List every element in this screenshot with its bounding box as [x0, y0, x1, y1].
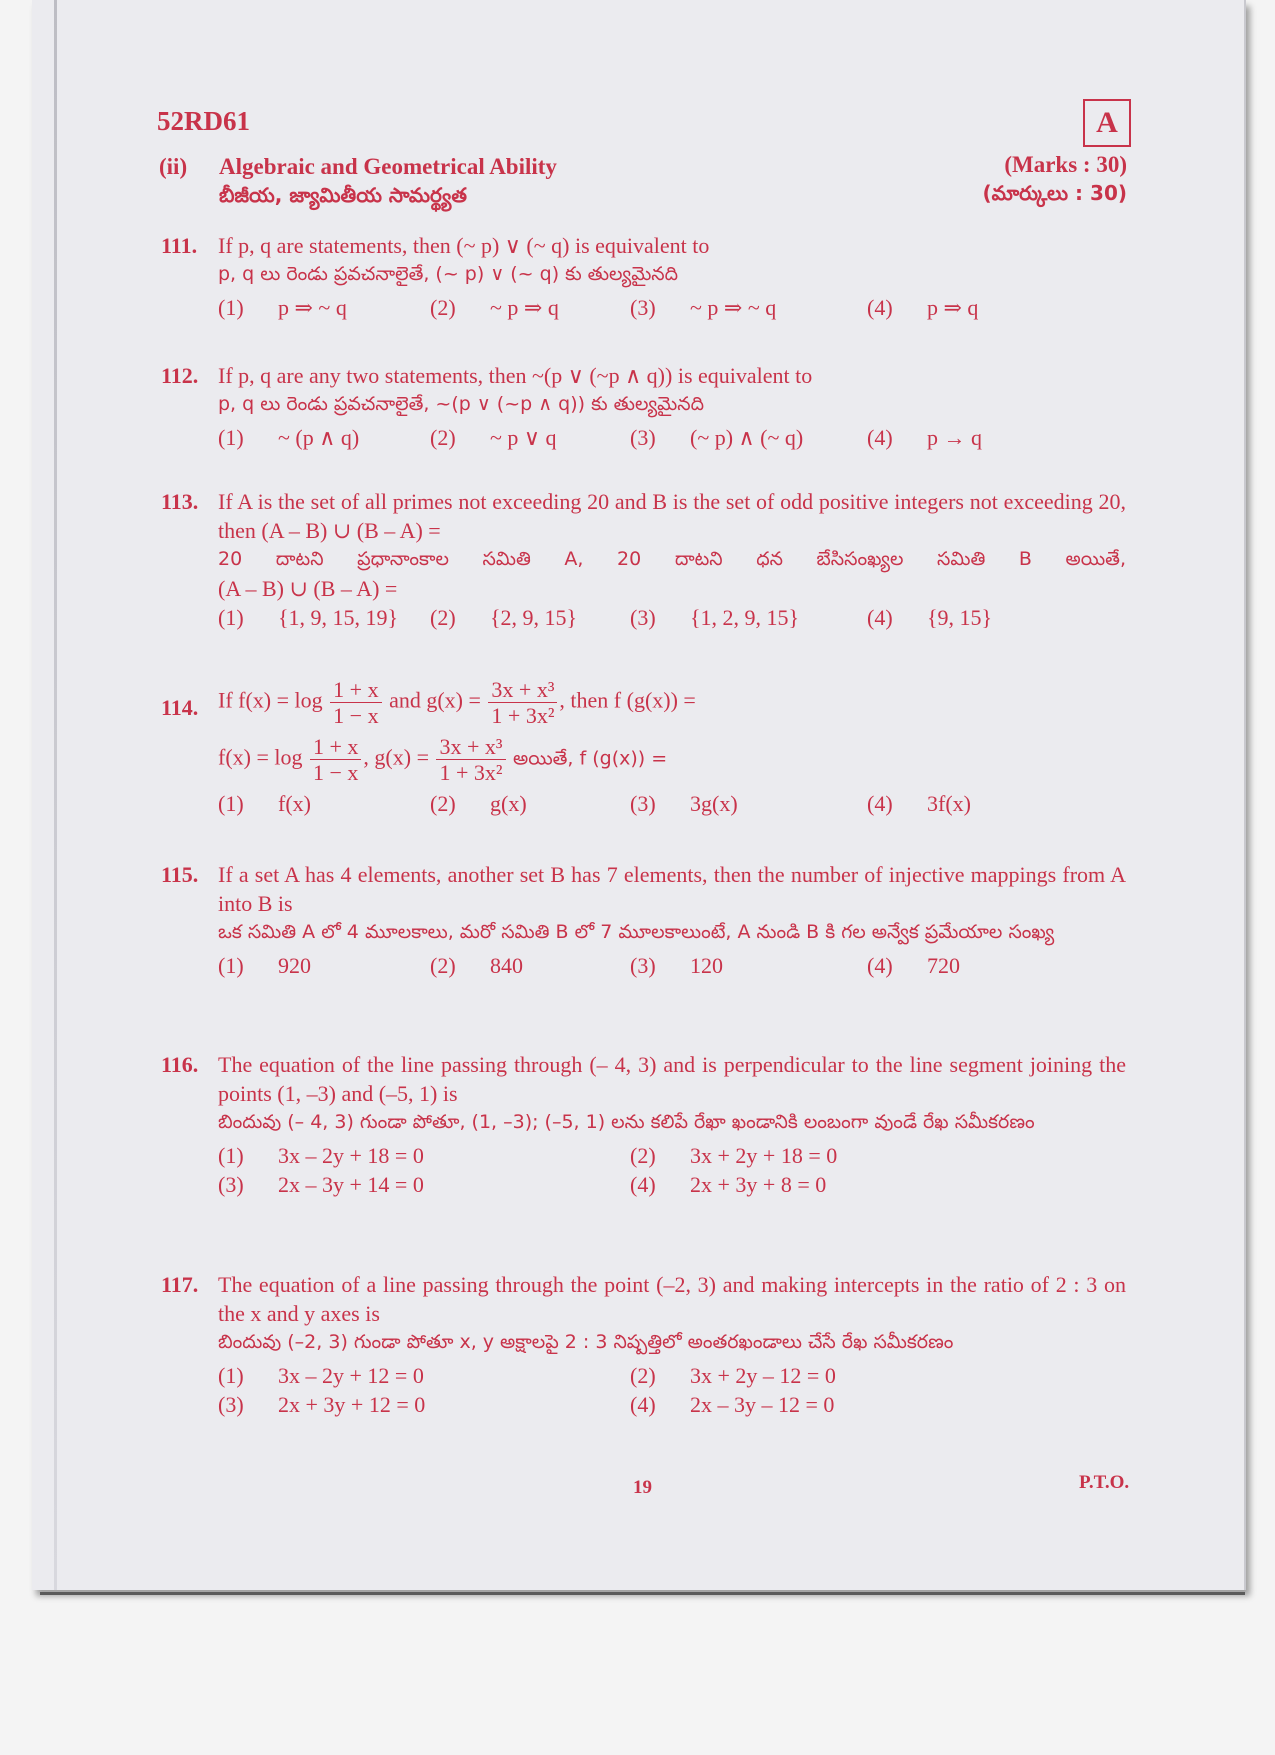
option-text: ~ p ⇒ ~ q	[690, 295, 777, 320]
option-2[interactable]	[630, 1141, 1030, 1170]
option-1[interactable]	[218, 603, 430, 632]
question-suffix: , then f (g(x)) =	[559, 687, 696, 713]
options	[218, 603, 1126, 632]
option-number: (2)	[630, 1143, 656, 1168]
option-text: 3x – 2y + 18 = 0	[278, 1143, 424, 1168]
option-number: (3)	[218, 1172, 244, 1197]
option-text: 2x – 3y + 14 = 0	[278, 1172, 424, 1197]
question-text-telugu: ఒక సమితి A లో 4 మూలకాలు, మరో సమితి B లో 7 మూలకాలుంటే, A నుండి B కి గల అన్వేక ప్రమేయాల సంఖ్య	[218, 921, 1055, 943]
question-number: 111.	[161, 233, 198, 258]
option-3[interactable]	[630, 293, 867, 322]
option-number: (2)	[430, 605, 456, 630]
option-3[interactable]	[630, 423, 867, 452]
option-3[interactable]	[630, 603, 867, 632]
option-2[interactable]	[430, 293, 630, 322]
options	[218, 423, 1126, 452]
question-text: The equation of a line passing through the point (–2, 3) and making intercepts in the ratio of 2 : 3 on the x and y axes is	[218, 1272, 1126, 1326]
options	[218, 293, 1126, 322]
option-2[interactable]	[430, 789, 630, 818]
option-number: (2)	[430, 295, 456, 320]
f-fraction	[330, 677, 381, 728]
options	[218, 951, 1126, 980]
option-4[interactable]	[630, 1170, 1030, 1199]
option-number: (3)	[630, 605, 656, 630]
question-text-telugu: 20 దాటని ప్రధానాంకాల సమితి A, 20 దాటని ధన బేసిసంఖ్యల సమితి B అయితే,	[218, 548, 1126, 570]
paper-code: 52RD61	[157, 106, 250, 136]
options	[218, 789, 1126, 818]
option-text: f(x)	[278, 791, 311, 816]
option-number: (1)	[218, 1143, 244, 1168]
option-text: 3x – 2y + 12 = 0	[278, 1363, 424, 1388]
question-number: 117.	[161, 1272, 199, 1297]
fraction-numerator: 1 + x	[310, 734, 361, 760]
options	[218, 1361, 1126, 1419]
fraction-denominator: 1 − x	[333, 703, 379, 728]
option-1[interactable]	[218, 951, 430, 980]
f-fraction	[310, 734, 361, 785]
option-number: (4)	[867, 605, 893, 630]
option-number: (3)	[218, 1392, 244, 1417]
option-text: ~ (p ∧ q)	[278, 425, 360, 450]
option-text: ~ p ⇒ q	[490, 295, 559, 320]
question-number: 112.	[161, 363, 199, 388]
option-number: (3)	[630, 791, 656, 816]
section-number: (ii)	[159, 154, 188, 179]
question-number: 115.	[161, 862, 199, 887]
page-number: 19	[633, 1477, 652, 1498]
option-number: (1)	[218, 295, 244, 320]
option-text: 2x + 3y + 8 = 0	[690, 1172, 827, 1197]
option-number: (1)	[218, 791, 244, 816]
question-text	[218, 677, 1126, 728]
question-text-telugu: p, q లు రెండు ప్రవచనాలైతే, (~ p) ∨ (~ q) కు తుల్యమైనది	[218, 263, 679, 285]
question-115	[161, 860, 1126, 980]
option-number: (2)	[630, 1363, 656, 1388]
question-text: If a set A has 4 elements, another set B has 7 elements, then the number of injective mappings from A into B is	[218, 862, 1126, 916]
question-111	[161, 231, 1126, 322]
option-3[interactable]	[630, 789, 867, 818]
option-2[interactable]	[630, 1361, 1030, 1390]
question-112	[161, 361, 1126, 452]
set-box: A	[1083, 99, 1131, 147]
fraction-denominator: 1 + 3x²	[439, 760, 503, 785]
g-fraction	[488, 677, 557, 728]
question-text: If p, q are any two statements, then ~(p ∨ (~p ∧ q)) is equivalent to	[218, 363, 813, 388]
option-4[interactable]	[630, 1390, 1030, 1419]
option-text: 3x + 2y + 18 = 0	[690, 1143, 838, 1168]
question-116	[161, 1050, 1126, 1199]
option-number: (3)	[630, 953, 656, 978]
question-text-telugu-2: (A – B) ∪ (B – A) =	[218, 576, 398, 601]
options	[218, 1141, 1126, 1199]
option-text: {9, 15}	[927, 605, 993, 630]
option-text: 2x + 3y + 12 = 0	[278, 1392, 426, 1417]
g-definition: and g(x) =	[389, 687, 481, 713]
option-1[interactable]	[218, 1361, 630, 1390]
option-number: (1)	[218, 425, 244, 450]
option-text: 840	[490, 953, 523, 978]
option-number: (1)	[218, 1363, 244, 1388]
question-text-telugu	[218, 734, 1126, 785]
option-number: (4)	[867, 791, 893, 816]
page-shadow	[40, 1592, 1245, 1595]
option-text: {2, 9, 15}	[490, 605, 578, 630]
option-text: {1, 2, 9, 15}	[690, 605, 800, 630]
fraction-denominator: 1 − x	[313, 760, 359, 785]
f-definition: f(x) = log	[218, 744, 303, 770]
option-text: (~ p) ∧ (~ q)	[690, 425, 804, 450]
question-114	[161, 677, 1126, 818]
option-text: 120	[690, 953, 723, 978]
option-text: 720	[927, 953, 960, 978]
fraction-denominator: 1 + 3x²	[491, 703, 555, 728]
question-suffix-telugu: అయితే, f (g(x)) =	[513, 747, 668, 770]
option-number: (2)	[430, 425, 456, 450]
option-text: g(x)	[490, 791, 527, 816]
option-text: p ⇒ q	[927, 295, 979, 320]
option-text: 920	[278, 953, 311, 978]
option-4[interactable]	[867, 423, 982, 452]
option-number: (4)	[630, 1392, 656, 1417]
option-text: ~ p ∨ q	[490, 425, 557, 450]
section-title-telugu: బీజీయ, జ్యామితీయ సామర్థ్యత	[219, 183, 467, 207]
g-definition: , g(x) =	[363, 744, 429, 770]
option-3[interactable]	[218, 1390, 630, 1419]
option-4[interactable]	[867, 603, 992, 632]
option-2[interactable]	[430, 951, 630, 980]
question-number: 114.	[161, 695, 199, 720]
g-fraction	[436, 734, 505, 785]
option-number: (2)	[430, 953, 456, 978]
option-number: (4)	[630, 1172, 656, 1197]
section-heading	[159, 153, 557, 209]
option-number: (1)	[218, 953, 244, 978]
option-2[interactable]	[430, 603, 630, 632]
option-number: (4)	[867, 425, 893, 450]
marks-block	[982, 150, 1127, 208]
question-text-telugu: బిందువు (– 4, 3) గుండా పోతూ, (1, –3); (–5, 1) లను కలిపే రేఖా ఖండానికి లంబంగా వుండే రేఖ సమీకరణం	[218, 1111, 1035, 1133]
option-1[interactable]	[218, 423, 430, 452]
marks-telugu: (మార్కులు : 30)	[982, 181, 1127, 205]
option-text: 2x – 3y – 12 = 0	[690, 1392, 835, 1417]
option-4[interactable]	[867, 293, 978, 322]
option-text: p → q	[927, 425, 982, 450]
fraction-numerator: 3x + x³	[436, 734, 505, 760]
option-4[interactable]	[867, 789, 971, 818]
option-number: (3)	[630, 425, 656, 450]
marks: (Marks : 30)	[1004, 152, 1127, 177]
option-2[interactable]	[430, 423, 630, 452]
option-1[interactable]	[218, 293, 430, 322]
pto-label: P.T.O.	[1079, 1472, 1130, 1493]
section-title: Algebraic and Geometrical Ability	[219, 154, 557, 179]
question-text-telugu: బిందువు (–2, 3) గుండా పోతూ x, y అక్షాలపై 2 : 3 నిష్పత్తిలో అంతరఖండాలు చేసే రేఖ సమీకరణం	[218, 1331, 954, 1353]
option-number: (3)	[630, 295, 656, 320]
option-text: p ⇒ ~ q	[278, 295, 347, 320]
option-number: (4)	[867, 953, 893, 978]
question-text-telugu: p, q లు రెండు ప్రవచనాలైతే, ~(p ∨ (~p ∧ q)) కు తుల్యమైనది	[218, 393, 705, 415]
option-number: (2)	[430, 791, 456, 816]
question-117	[161, 1270, 1126, 1419]
question-text: If A is the set of all primes not exceeding 20 and B is the set of odd positive integers not exceeding 20, then (A – B) ∪ (B – A) =	[218, 489, 1126, 543]
option-text: 3x + 2y – 12 = 0	[690, 1363, 836, 1388]
option-number: (1)	[218, 605, 244, 630]
question-text: The equation of the line passing through (– 4, 3) and is perpendicular to the line segment joining the points (1, –3) and (–5, 1) is	[218, 1052, 1126, 1106]
option-4[interactable]	[867, 951, 960, 980]
option-text: {1, 9, 15, 19}	[278, 605, 399, 630]
question-number: 116.	[161, 1052, 199, 1077]
question-113	[161, 487, 1126, 632]
fraction-numerator: 1 + x	[330, 677, 381, 703]
option-text: 3g(x)	[690, 791, 738, 816]
option-3[interactable]	[218, 1170, 630, 1199]
fraction-numerator: 3x + x³	[488, 677, 557, 703]
option-1[interactable]	[218, 789, 430, 818]
question-number: 113.	[161, 489, 199, 514]
option-3[interactable]	[630, 951, 867, 980]
f-definition: If f(x) = log	[218, 687, 323, 713]
option-number: (4)	[867, 295, 893, 320]
question-text: If p, q are statements, then (~ p) ∨ (~ q) is equivalent to	[218, 233, 710, 258]
option-1[interactable]	[218, 1141, 630, 1170]
option-text: 3f(x)	[927, 791, 971, 816]
